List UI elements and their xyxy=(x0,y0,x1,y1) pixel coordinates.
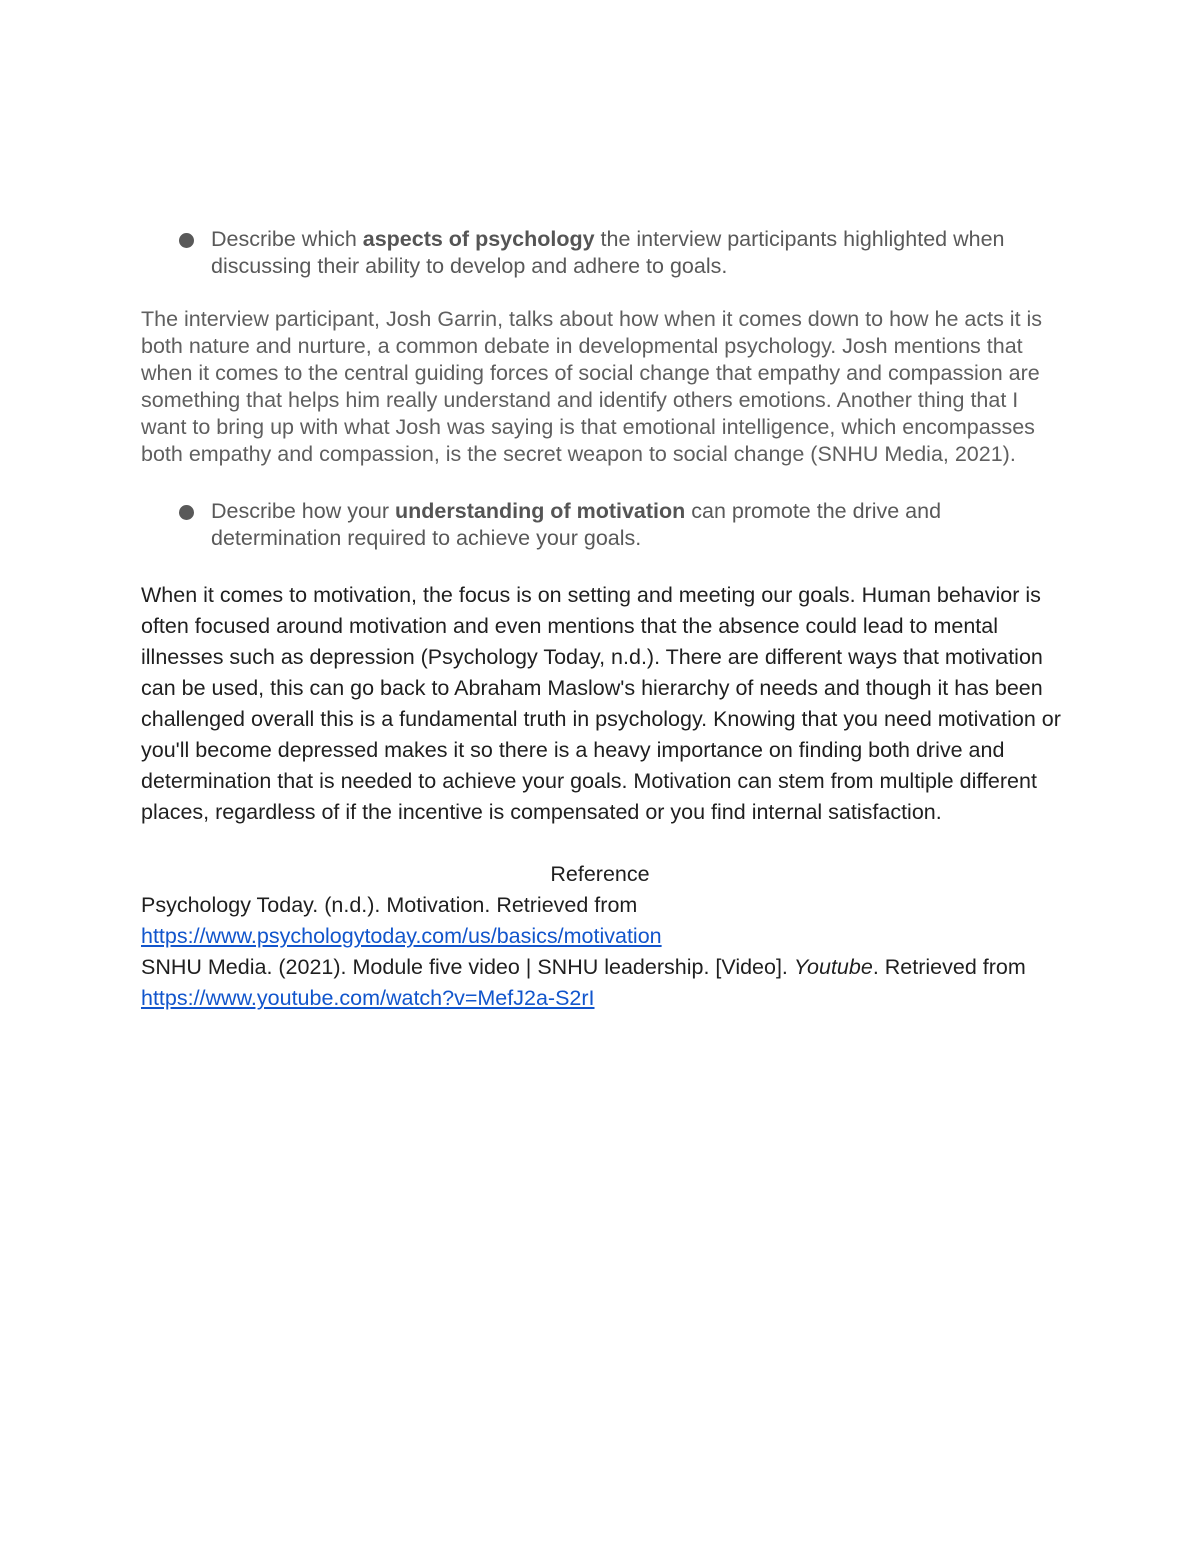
reference-text: . Retrieved from xyxy=(872,955,1026,979)
prompt-bullet xyxy=(141,226,1061,280)
reference-entry xyxy=(141,952,1061,1014)
bullet-dot-icon xyxy=(179,233,194,248)
reference-text: Psychology Today. (n.d.). Motivation. Retrieved from xyxy=(141,893,638,917)
reference-italic-text: Youtube xyxy=(793,955,873,979)
prompt-bullet xyxy=(141,498,1061,552)
response-paragraph-2: When it comes to motivation, the focus is on setting and meeting our goals. Human behavior is often focused around motivation and even mentions that the absence could lead to mental illnesses such as depression (Psychology Today, n.d.). There are different ways that motivation can be used, this can go back to Abraham Maslow's hierarchy of needs and though it has been challenged overall this is a fundamental truth in psychology. Knowing that you need motivation or you'll become depressed makes it so there is a heavy importance on finding both drive and determination that is needed to achieve your goals. Motivation can stem from multiple different places, regardless of if the incentive is compensated or you find internal satisfaction. xyxy=(141,583,1061,824)
reference-entry xyxy=(141,890,1061,952)
prompt-bold-text: aspects of psychology xyxy=(362,227,595,251)
reference-link[interactable]: https://www.psychologytoday.com/us/basics/motivation xyxy=(141,924,662,948)
reference-text: SNHU Media. (2021). Module five video | SNHU leadership. [Video]. xyxy=(141,955,794,979)
prompt-text: can promote the drive and determination required to achieve your goals. xyxy=(211,499,942,550)
prompt-text: Describe which xyxy=(211,227,363,251)
response-paragraph-1: The interview participant, Josh Garrin, talks about how when it comes down to how he acts it is both nature and nurture, a common debate in developmental psychology. Josh mentions that when it comes to the central guiding forces of social change that empathy and compassion are something that helps him really understand and identify others emotions. Another thing that I want to bring up with what Josh was saying is that emotional intelligence, which encompasses both empathy and compassion, is the secret weapon to social change (SNHU Media, 2021). xyxy=(141,307,1043,466)
references-heading: Reference xyxy=(550,862,650,886)
reference-link[interactable]: https://www.youtube.com/watch?v=MefJ2a-S2rI xyxy=(141,986,595,1010)
prompt-bold-text: understanding of motivation xyxy=(395,499,686,523)
references-section xyxy=(141,859,1061,1014)
prompt-text: Describe how your xyxy=(211,499,396,523)
document-content xyxy=(141,226,1061,1014)
prompt-text: the interview participants highlighted when discussing their ability to develop and adhere to goals. xyxy=(211,227,1005,278)
bullet-dot-icon xyxy=(179,505,194,520)
